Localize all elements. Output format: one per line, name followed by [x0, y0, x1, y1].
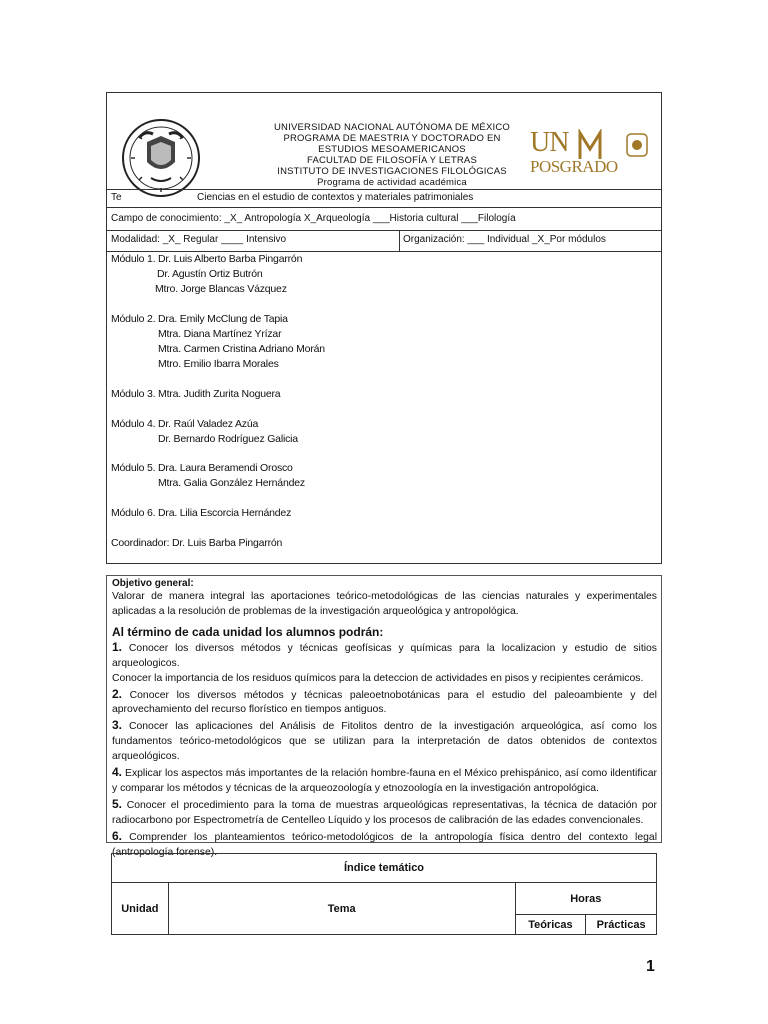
module-4-member-2: Dr. Bernardo Rodríguez Galicia	[158, 433, 298, 445]
institution-line-1: UNIVERSIDAD NACIONAL AUTÓNOMA DE MÉXICO	[273, 122, 510, 133]
institution-line-2: PROGRAMA DE MAESTRIA Y DOCTORADO EN	[283, 133, 501, 144]
col-tema: Tema	[168, 883, 515, 935]
module-1-member-3: Mtro. Jorge Blancas Vázquez	[155, 283, 287, 295]
item-text: Conocer las aplicaciones del Análisis de Fitolitos dentro de la investigación arqueológica, así como los fundamentos teórico-metodológicos que se utilizan para la interpretación de datos obtenidos de contextos arqueológicos.	[112, 721, 657, 763]
index-table-title: Índice temático	[112, 854, 657, 883]
item-number: 3.	[112, 718, 123, 733]
coordinator: Coordinador: Dr. Luis Barba Pingarrón	[111, 537, 283, 549]
objective-item-4	[112, 765, 657, 797]
col-practicas: Prácticas	[586, 915, 657, 935]
item-number: 5.	[112, 796, 123, 811]
objective-item-1b	[112, 672, 657, 687]
module-1: Módulo 1. Dr. Luis Alberto Barba Pingarrón	[111, 253, 303, 265]
module-5-member-2: Mtra. Galia González Hernández	[158, 477, 305, 489]
objective-box	[106, 575, 662, 858]
page-number: 1	[646, 958, 655, 975]
module-5: Módulo 5. Dra. Laura Beramendi Orosco	[111, 462, 293, 474]
col-teoricas: Teóricas	[515, 915, 586, 935]
col-unidad: Unidad	[112, 883, 169, 935]
item-number: 1.	[112, 639, 123, 654]
module-3: Módulo 3. Mtra. Judith Zurita Noguera	[111, 388, 281, 400]
units-heading: Al término de cada unidad los alumnos podrán:	[112, 624, 384, 639]
objective-item-5	[112, 797, 657, 829]
item-text: Conocer los diversos métodos y técnicas geofísicas y químicas para la localizacion y estudio de sitios arqueologicos.	[112, 642, 657, 669]
module-1-member-2: Dr. Agustín Ortiz Butrón	[157, 268, 263, 280]
institution-line-6: Programa de actividad académica	[317, 177, 467, 188]
tema-label: Te	[111, 192, 122, 203]
posgrado-logo-bottom: POSGRADO	[530, 157, 618, 176]
campo-conocimiento: Campo de conocimiento: _X_ Antropología X_Arqueología ___Historia cultural ___Filología	[111, 213, 516, 224]
module-2-member-2: Mtra. Diana Martínez Yrízar	[158, 328, 282, 340]
divider-3	[107, 230, 661, 231]
institution-line-4: FACULTAD DE FILOSOFÍA Y LETRAS	[306, 155, 477, 166]
objective-text: Valorar de manera integral las aportaciones teórico-metodológicas de las ciencias naturales y experimentales aplicadas a la resolución de problemas de la investigación arqueológica y antropológica.	[112, 591, 657, 617]
item-text: Conocer la importancia de los residuos químicos para la deteccion de actividades en pisos y recipientes cerámicos.	[112, 672, 644, 684]
item-number: 2.	[112, 686, 123, 701]
header-box	[106, 92, 662, 564]
module-4: Módulo 4. Dr. Raúl Valadez Azúa	[111, 418, 259, 430]
module-2-member-4: Mtro. Emilio Ibarra Morales	[158, 358, 279, 370]
divider-2	[107, 207, 661, 208]
posgrado-logo	[530, 127, 654, 191]
item-text: Comprender los planteamientos teórico-metodológicos de la antropología física dentro del contexto legal (antropología forense).	[112, 831, 657, 858]
item-number: 4.	[112, 765, 123, 780]
item-text: Conocer el procedimiento para la toma de muestras arqueológicas representativas, la técnica de datación por radiocarbono por Espectrometría de Centelleo Líquido y los procesos de calibración de las edades convencionales.	[112, 799, 657, 826]
module-2: Módulo 2. Dra. Emily McClung de Tapia	[111, 313, 288, 325]
divider-4	[107, 251, 661, 252]
item-text: Conocer los diversos métodos y técnicas paleoetnobotánicas para el estudio del paleoambiente y del aprovechamiento del recurso florístico en tiempos antiguos.	[112, 689, 657, 716]
organizacion: Organización: ___ Individual _X_Por módulos	[403, 234, 606, 245]
objective-item-3	[112, 718, 657, 765]
module-6: Módulo 6. Dra. Lilia Escorcia Hernández	[111, 507, 292, 519]
modalidad: Modalidad: _X_ Regular ____ Intensivo	[111, 234, 287, 245]
institution-line-5: INSTITUTO DE INVESTIGACIONES FILOLÓGICAS	[277, 166, 507, 177]
posgrado-logo-top: UN	[530, 127, 569, 158]
module-2-member-3: Mtra. Carmen Cristina Adriano Morán	[158, 343, 325, 355]
posgrado-logo-seal-icon	[626, 133, 648, 157]
item-number: 6.	[112, 828, 123, 843]
tema-value: Ciencias en el estudio de contextos y materiales patrimoniales	[197, 192, 474, 203]
objective-item-1	[112, 640, 657, 672]
unam-seal-logo	[121, 118, 201, 198]
objective-label: Objetivo general:	[112, 578, 194, 589]
index-table	[111, 853, 657, 935]
institution-line-3: ESTUDIOS MESOAMERICANOS	[318, 144, 466, 155]
col-horas: Horas	[515, 883, 656, 915]
objective-item-2	[112, 687, 657, 719]
divider-1	[107, 189, 661, 190]
divider-vertical	[399, 230, 400, 251]
item-text: Explicar los aspectos más importantes de la relación hombre-fauna en el México prehispánico, así como ildentificar y comparar los métodos y técnicas de la arqueozoología y etnozoología en la investigación antropológica.	[112, 768, 657, 794]
